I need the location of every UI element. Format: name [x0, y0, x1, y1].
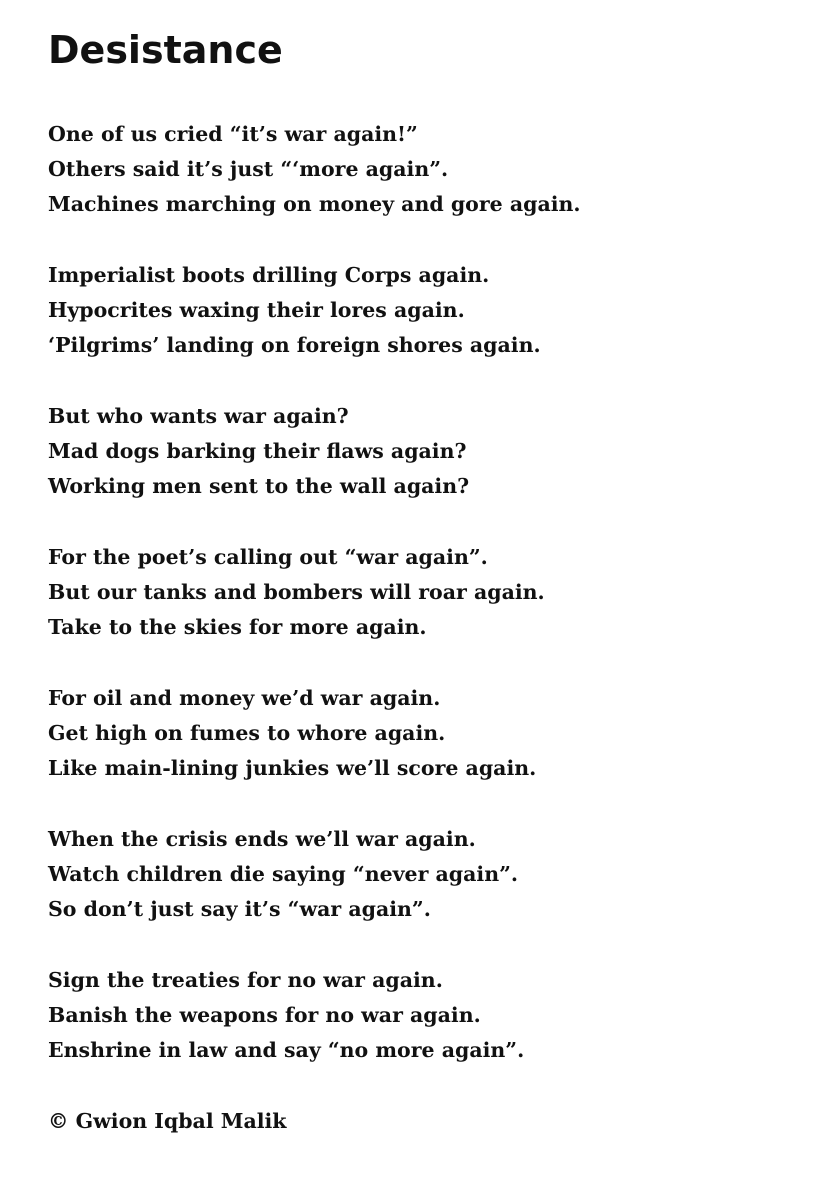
poem-line: Imperialist boots drilling Corps again.: [48, 262, 490, 287]
poem-line: So don’t just say it’s “war again”.: [48, 896, 431, 921]
poem-line: For oil and money we’d war again.: [48, 685, 441, 710]
stanza-1: [48, 117, 788, 222]
stanza-4: [48, 540, 788, 645]
poem-line: Take to the skies for more again.: [48, 614, 427, 639]
stanza-6: [48, 822, 788, 927]
poem-line: Get high on fumes to whore again.: [48, 720, 446, 745]
stanza-5: [48, 681, 788, 786]
poem-line: But who wants war again?: [48, 403, 349, 428]
poem-line: Like main-lining junkies we’ll score again.: [48, 755, 537, 780]
poem-body: [48, 117, 788, 1068]
poem-line: Working men sent to the wall again?: [48, 473, 470, 498]
poem-title: Desistance: [48, 28, 283, 72]
poem-line: Machines marching on money and gore again.: [48, 191, 581, 216]
poem-line: Hypocrites waxing their lores again.: [48, 297, 465, 322]
stanza-7: [48, 963, 788, 1068]
poem-line: Banish the weapons for no war again.: [48, 1002, 481, 1027]
poem-line: ‘Pilgrims’ landing on foreign shores again.: [48, 332, 541, 357]
stanza-2: [48, 258, 788, 363]
poem-line: Others said it’s just “‘more again”.: [48, 156, 449, 181]
poem-line: Mad dogs barking their flaws again?: [48, 438, 467, 463]
copyright-credit: © Gwion Iqbal Malik: [48, 1108, 287, 1133]
poem-line: But our tanks and bombers will roar again.: [48, 579, 545, 604]
poem-line: For the poet’s calling out “war again”.: [48, 544, 488, 569]
poem-page: [48, 30, 788, 1139]
poem-line: When the crisis ends we’ll war again.: [48, 826, 476, 851]
poem-line: Sign the treaties for no war again.: [48, 967, 443, 992]
stanza-3: [48, 399, 788, 504]
poem-line: Enshrine in law and say “no more again”.: [48, 1037, 525, 1062]
poem-line: Watch children die saying “never again”.: [48, 861, 519, 886]
poem-line: One of us cried “it’s war again!”: [48, 121, 418, 146]
